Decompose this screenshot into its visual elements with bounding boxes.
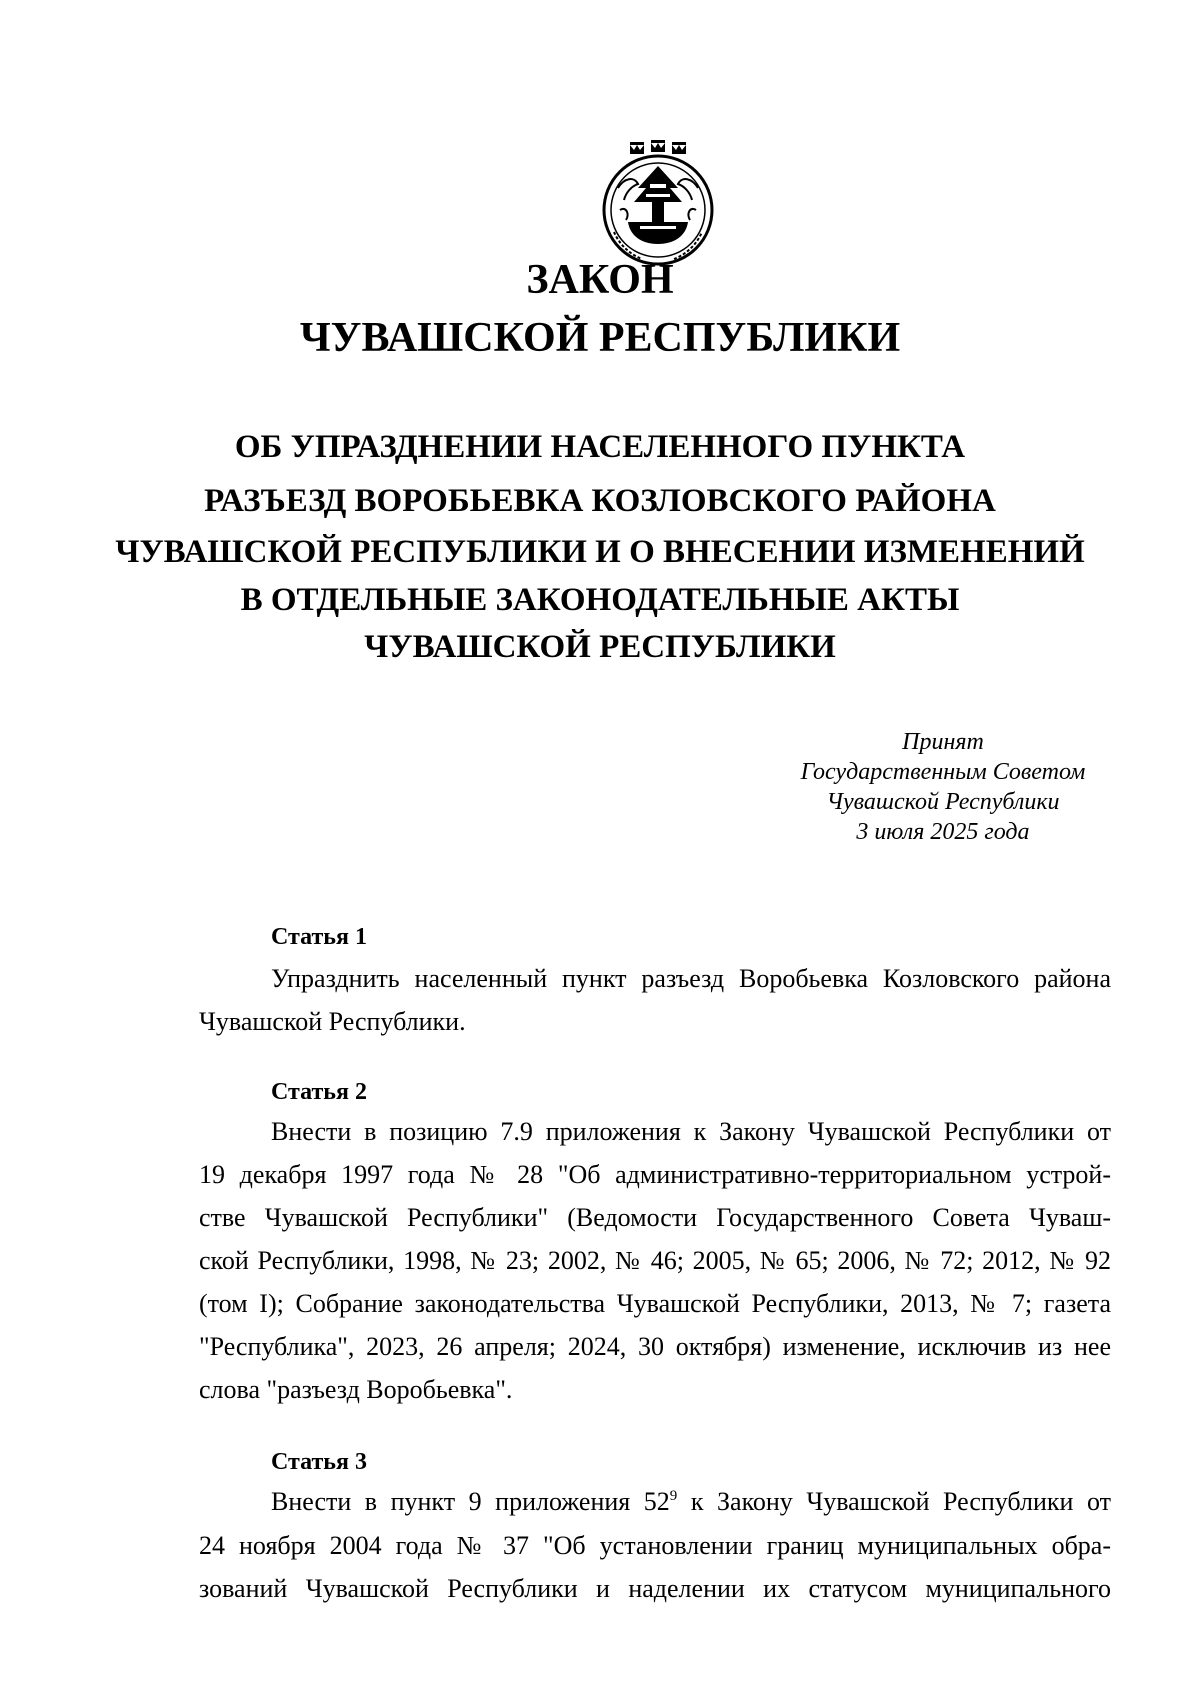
- article-2-line-5: (том I); Собрание законодательства Чувашской Республики, 2013, № 7; газета: [199, 1289, 1111, 1318]
- coat-of-arms-icon: [590, 140, 726, 270]
- law-title-line-1: ЗАКОН: [526, 257, 674, 303]
- subject-line-1: ОБ УПРАЗДНЕНИИ НАСЕЛЕННОГО ПУНКТА: [234, 429, 966, 465]
- article-1-heading: Статья 1: [271, 924, 367, 950]
- article-2-heading: Статья 2: [271, 1079, 367, 1105]
- article-3-line-1-end: к Закону Чувашской Республики от: [677, 1487, 1112, 1516]
- article-2-line-2: 19 декабря 1997 года № 28 "Об административно-территориальном устрой-: [199, 1160, 1111, 1189]
- article-1-line-2: Чувашской Республики.: [199, 1007, 466, 1036]
- article-3-heading: Статья 3: [271, 1449, 367, 1475]
- article-3-line-1: [271, 1484, 1111, 1520]
- article-1-line-1: Упразднить населенный пункт разъезд Воробьевка Козловского района: [271, 964, 1111, 993]
- adoption-line-1: Принят: [902, 729, 984, 755]
- law-title-line-2: ЧУВАШСКОЙ РЕСПУБЛИКИ: [299, 315, 901, 361]
- article-3-line-1-start: Внести в пункт 9 приложения 52: [271, 1487, 670, 1516]
- subject-line-2: РАЗЪЕЗД ВОРОБЬЕВКА КОЗЛОВСКОГО РАЙОНА: [204, 483, 996, 519]
- subject-line-3: ЧУВАШСКОЙ РЕСПУБЛИКИ И О ВНЕСЕНИИ ИЗМЕНЕНИЙ: [115, 534, 1085, 570]
- article-2-line-1: Внести в позицию 7.9 приложения к Закону Чувашской Республики от: [271, 1117, 1111, 1146]
- article-3-line-2: 24 ноября 2004 года № 37 "Об установлении границ муниципальных обра-: [199, 1531, 1111, 1560]
- article-3-line-3: зований Чувашской Республики и наделении их статусом муниципального: [199, 1574, 1111, 1603]
- subject-line-5: ЧУВАШСКОЙ РЕСПУБЛИКИ: [364, 629, 836, 665]
- article-3-superscript: 9: [669, 1488, 678, 1504]
- article-2-line-4: ской Республики, 1998, № 23; 2002, № 46; 2005, № 65; 2006, № 72; 2012, № 92: [199, 1246, 1111, 1275]
- subject-line-4: В ОТДЕЛЬНЫЕ ЗАКОНОДАТЕЛЬНЫЕ АКТЫ: [240, 582, 960, 618]
- adoption-line-4: 3 июля 2025 года: [856, 819, 1030, 845]
- article-2-line-6: "Республика", 2023, 26 апреля; 2024, 30 октября) изменение, исключив из нее: [199, 1332, 1111, 1361]
- adoption-block: [740, 727, 1146, 847]
- adoption-line-2: Государственным Советом: [800, 759, 1086, 785]
- article-2-line-7: слова "разъезд Воробьевка".: [199, 1375, 513, 1404]
- adoption-line-3: Чувашской Республики: [826, 789, 1060, 815]
- article-2-line-3: стве Чувашской Республики" (Ведомости Государственного Совета Чуваш-: [199, 1203, 1111, 1232]
